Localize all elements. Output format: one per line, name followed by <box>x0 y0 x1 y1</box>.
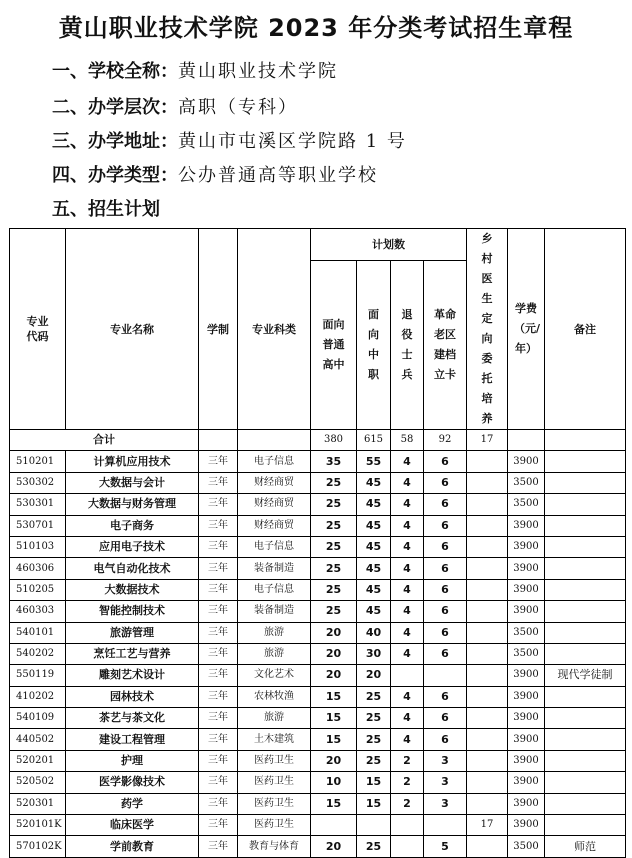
cell-name: 学前教育 <box>66 836 199 857</box>
header-plan: 计划数 <box>311 229 467 261</box>
cell-plan-rural-doctor <box>467 622 508 643</box>
cell-duration: 三年 <box>199 815 238 836</box>
header-duration: 学制 <box>199 229 238 430</box>
cell-plan-highschool: 20 <box>311 836 357 857</box>
cell-plan-highschool: 15 <box>311 686 357 707</box>
cell-code: 510201 <box>10 451 66 472</box>
cell-code: 530302 <box>10 472 66 493</box>
table-row <box>10 622 626 643</box>
cell-code: 540202 <box>10 643 66 664</box>
cell-plan-vocational: 45 <box>357 579 391 600</box>
cell-plan-revolutionary <box>424 665 467 686</box>
cell-name: 茶艺与茶文化 <box>66 708 199 729</box>
cell-name: 旅游管理 <box>66 622 199 643</box>
cell-plan-vocational: 45 <box>357 558 391 579</box>
cell-plan-vocational: 45 <box>357 601 391 622</box>
cell-note <box>545 536 626 557</box>
cell-name: 智能控制技术 <box>66 601 199 622</box>
cell-name: 园林技术 <box>66 686 199 707</box>
header-fee: 学费（元/年） <box>508 229 545 430</box>
cell-code: 460303 <box>10 601 66 622</box>
cell-plan-veteran: 4 <box>391 451 424 472</box>
cell-plan-rural-doctor <box>467 836 508 857</box>
header-veteran: 退役士兵 <box>391 260 424 429</box>
cell-fee: 3900 <box>508 729 545 750</box>
cell-fee: 3900 <box>508 558 545 579</box>
cell-duration: 三年 <box>199 686 238 707</box>
cell-plan-veteran: 2 <box>391 793 424 814</box>
cell-plan-vocational: 20 <box>357 665 391 686</box>
total-row <box>10 430 626 451</box>
cell-duration: 三年 <box>199 536 238 557</box>
cell-name: 计算机应用技术 <box>66 451 199 472</box>
cell-plan-veteran: 4 <box>391 536 424 557</box>
cell-fee: 3900 <box>508 601 545 622</box>
table-row <box>10 772 626 793</box>
cell-name: 临床医学 <box>66 815 199 836</box>
cell-plan-rural-doctor <box>467 451 508 472</box>
cell-plan-highschool: 15 <box>311 793 357 814</box>
cell-category: 医药卫生 <box>238 750 311 771</box>
cell-plan-vocational: 25 <box>357 836 391 857</box>
cell-plan-veteran: 2 <box>391 772 424 793</box>
cell-category: 农林牧渔 <box>238 686 311 707</box>
cell-duration: 三年 <box>199 494 238 515</box>
info-plan-heading <box>52 195 160 221</box>
cell-plan-revolutionary: 6 <box>424 643 467 664</box>
header-category: 专业科类 <box>238 229 311 430</box>
cell-note <box>545 451 626 472</box>
cell-plan-vocational: 25 <box>357 729 391 750</box>
cell-plan-veteran <box>391 836 424 857</box>
cell-plan-revolutionary <box>424 815 467 836</box>
cell-plan-veteran: 2 <box>391 750 424 771</box>
info-value: 黄山市屯溪区学院路 1 号 <box>178 131 407 152</box>
cell-plan-rural-doctor <box>467 515 508 536</box>
table-row <box>10 536 626 557</box>
cell-note <box>545 622 626 643</box>
cell-note <box>545 494 626 515</box>
cell-plan-vocational: 25 <box>357 708 391 729</box>
cell-plan-vocational: 55 <box>357 451 391 472</box>
cell-plan-veteran: 4 <box>391 708 424 729</box>
table-row <box>10 579 626 600</box>
info-school-name <box>52 57 338 83</box>
cell-note <box>545 558 626 579</box>
cell-plan-vocational: 45 <box>357 536 391 557</box>
cell-note <box>545 643 626 664</box>
cell-code: 530301 <box>10 494 66 515</box>
cell-plan-highschool: 15 <box>311 729 357 750</box>
cell-duration: 三年 <box>199 772 238 793</box>
cell-name: 应用电子技术 <box>66 536 199 557</box>
cell-fee: 3500 <box>508 622 545 643</box>
cell-code: 510103 <box>10 536 66 557</box>
cell-plan-rural-doctor <box>467 558 508 579</box>
header-vocational: 面向中职 <box>357 260 391 429</box>
cell-plan-veteran <box>391 815 424 836</box>
cell-plan-highschool: 20 <box>311 665 357 686</box>
cell-plan-rural-doctor <box>467 601 508 622</box>
cell-fee: 3900 <box>508 815 545 836</box>
cell-plan-revolutionary: 5 <box>424 836 467 857</box>
cell-plan-highschool: 25 <box>311 558 357 579</box>
cell-plan-rural-doctor <box>467 494 508 515</box>
cell-fee: 3900 <box>508 750 545 771</box>
cell-plan-revolutionary: 6 <box>424 515 467 536</box>
cell-plan-highschool: 35 <box>311 451 357 472</box>
table-row <box>10 643 626 664</box>
cell-plan-revolutionary: 6 <box>424 686 467 707</box>
cell-duration: 三年 <box>199 579 238 600</box>
cell-plan-revolutionary: 6 <box>424 494 467 515</box>
cell-plan-rural-doctor <box>467 729 508 750</box>
cell-name: 大数据与财务管理 <box>66 494 199 515</box>
cell-plan-veteran: 4 <box>391 472 424 493</box>
cell-plan-vocational: 25 <box>357 750 391 771</box>
cell-duration: 三年 <box>199 515 238 536</box>
table-row <box>10 451 626 472</box>
cell-note <box>545 729 626 750</box>
cell-note <box>545 815 626 836</box>
cell-note <box>545 772 626 793</box>
cell-plan-highschool: 20 <box>311 622 357 643</box>
cell-plan-rural-doctor <box>467 793 508 814</box>
header-note: 备注 <box>545 229 626 430</box>
cell-duration: 三年 <box>199 451 238 472</box>
cell-plan-rural-doctor <box>467 536 508 557</box>
cell-plan-rural-doctor: 17 <box>467 815 508 836</box>
cell-plan-rural-doctor <box>467 772 508 793</box>
cell-code: 460306 <box>10 558 66 579</box>
cell-code: 540101 <box>10 622 66 643</box>
cell-plan-rural-doctor <box>467 750 508 771</box>
header-rural-doctor: 乡村医生定向委托培养 <box>467 229 508 430</box>
total-value: 380 <box>311 430 357 451</box>
info-level <box>52 93 298 119</box>
cell-fee: 3900 <box>508 708 545 729</box>
cell-category: 电子信息 <box>238 536 311 557</box>
cell-duration: 三年 <box>199 601 238 622</box>
cell-name: 建设工程管理 <box>66 729 199 750</box>
cell-category: 文化艺术 <box>238 665 311 686</box>
info-label: 三、办学地址： <box>52 131 178 152</box>
total-value: 92 <box>424 430 467 451</box>
cell-plan-rural-doctor <box>467 643 508 664</box>
cell-plan-veteran: 4 <box>391 622 424 643</box>
cell-duration: 三年 <box>199 558 238 579</box>
cell-code: 410202 <box>10 686 66 707</box>
cell-plan-rural-doctor <box>467 579 508 600</box>
cell-category: 旅游 <box>238 643 311 664</box>
info-value: 黄山职业技术学院 <box>178 61 338 82</box>
header-revolutionary: 革命老区建档立卡 <box>424 260 467 429</box>
cell-plan-highschool: 10 <box>311 772 357 793</box>
cell-plan-highschool: 20 <box>311 750 357 771</box>
cell-fee: 3500 <box>508 643 545 664</box>
cell-fee: 3900 <box>508 451 545 472</box>
info-value: 高职（专科） <box>178 97 298 118</box>
total-value: 58 <box>391 430 424 451</box>
cell-plan-highschool: 25 <box>311 601 357 622</box>
table-row <box>10 665 626 686</box>
cell-note <box>545 579 626 600</box>
table-row <box>10 472 626 493</box>
cell-code: 520101K <box>10 815 66 836</box>
table-row <box>10 494 626 515</box>
header-highschool: 面向普通高中 <box>311 260 357 429</box>
table-row <box>10 815 626 836</box>
cell-plan-highschool <box>311 815 357 836</box>
cell-category: 医药卫生 <box>238 772 311 793</box>
header-name: 专业名称 <box>66 229 199 430</box>
table-row <box>10 793 626 814</box>
cell-plan-revolutionary: 6 <box>424 729 467 750</box>
info-label: 四、办学类型： <box>52 165 178 186</box>
info-label: 一、学校全称： <box>52 61 178 82</box>
cell-fee: 3900 <box>508 665 545 686</box>
cell-note <box>545 708 626 729</box>
table-row <box>10 708 626 729</box>
cell-plan-revolutionary: 6 <box>424 558 467 579</box>
cell-category: 电子信息 <box>238 451 311 472</box>
cell-note <box>545 472 626 493</box>
cell-duration: 三年 <box>199 793 238 814</box>
cell-duration: 三年 <box>199 665 238 686</box>
cell-plan-revolutionary: 6 <box>424 536 467 557</box>
cell-note <box>545 601 626 622</box>
cell-plan-highschool: 25 <box>311 579 357 600</box>
cell-name: 护理 <box>66 750 199 771</box>
cell-plan-highschool: 25 <box>311 536 357 557</box>
cell-plan-highschool: 25 <box>311 515 357 536</box>
cell-fee: 3500 <box>508 836 545 857</box>
table-row <box>10 515 626 536</box>
cell-category: 财经商贸 <box>238 494 311 515</box>
table-row <box>10 729 626 750</box>
info-label: 五、招生计划 <box>52 199 160 220</box>
cell-category: 旅游 <box>238 622 311 643</box>
cell-plan-highschool: 25 <box>311 472 357 493</box>
cell-plan-highschool: 20 <box>311 643 357 664</box>
cell-duration: 三年 <box>199 472 238 493</box>
cell-code: 570102K <box>10 836 66 857</box>
cell-category: 旅游 <box>238 708 311 729</box>
cell-duration: 三年 <box>199 622 238 643</box>
cell-plan-vocational: 45 <box>357 515 391 536</box>
table-row <box>10 686 626 707</box>
cell-fee: 3900 <box>508 793 545 814</box>
table-row <box>10 558 626 579</box>
cell-plan-vocational: 15 <box>357 772 391 793</box>
cell-code: 520301 <box>10 793 66 814</box>
cell-plan-revolutionary: 6 <box>424 472 467 493</box>
cell-plan-veteran: 4 <box>391 686 424 707</box>
cell-category: 财经商贸 <box>238 515 311 536</box>
table-row <box>10 836 626 857</box>
cell-duration: 三年 <box>199 643 238 664</box>
cell-code: 520502 <box>10 772 66 793</box>
cell-name: 电气自动化技术 <box>66 558 199 579</box>
cell-code: 540109 <box>10 708 66 729</box>
cell-plan-veteran: 4 <box>391 515 424 536</box>
info-address <box>52 127 407 153</box>
cell-duration: 三年 <box>199 708 238 729</box>
info-type <box>52 161 378 187</box>
cell-plan-revolutionary: 6 <box>424 622 467 643</box>
cell-category: 财经商贸 <box>238 472 311 493</box>
cell-plan-veteran: 4 <box>391 558 424 579</box>
cell-plan-vocational: 45 <box>357 472 391 493</box>
cell-name: 医学影像技术 <box>66 772 199 793</box>
table-row <box>10 750 626 771</box>
total-label: 合计 <box>10 430 199 451</box>
cell-plan-vocational: 25 <box>357 686 391 707</box>
cell-plan-veteran: 4 <box>391 729 424 750</box>
cell-plan-veteran: 4 <box>391 601 424 622</box>
cell-plan-revolutionary: 6 <box>424 708 467 729</box>
cell-plan-revolutionary: 6 <box>424 601 467 622</box>
enrollment-plan-table <box>9 228 626 858</box>
cell-category: 医药卫生 <box>238 815 311 836</box>
cell-plan-vocational: 45 <box>357 494 391 515</box>
cell-plan-rural-doctor <box>467 708 508 729</box>
cell-note: 现代学徒制 <box>545 665 626 686</box>
cell-duration: 三年 <box>199 750 238 771</box>
cell-plan-revolutionary: 3 <box>424 772 467 793</box>
cell-name: 大数据与会计 <box>66 472 199 493</box>
cell-name: 烹饪工艺与营养 <box>66 643 199 664</box>
cell-plan-revolutionary: 6 <box>424 451 467 472</box>
cell-fee: 3500 <box>508 494 545 515</box>
header-code: 专业代码 <box>10 229 66 430</box>
total-value: 615 <box>357 430 391 451</box>
cell-plan-revolutionary: 3 <box>424 793 467 814</box>
cell-note: 师范 <box>545 836 626 857</box>
cell-plan-revolutionary: 6 <box>424 579 467 600</box>
cell-duration: 三年 <box>199 836 238 857</box>
cell-name: 药学 <box>66 793 199 814</box>
cell-code: 530701 <box>10 515 66 536</box>
cell-plan-revolutionary: 3 <box>424 750 467 771</box>
cell-category: 土木建筑 <box>238 729 311 750</box>
cell-plan-highschool: 25 <box>311 494 357 515</box>
cell-plan-vocational: 30 <box>357 643 391 664</box>
cell-plan-veteran <box>391 665 424 686</box>
cell-fee: 3500 <box>508 472 545 493</box>
cell-plan-veteran: 4 <box>391 494 424 515</box>
info-value: 公办普通高等职业学校 <box>178 165 378 186</box>
cell-category: 装备制造 <box>238 558 311 579</box>
cell-note <box>545 686 626 707</box>
total-value: 17 <box>467 430 508 451</box>
cell-duration: 三年 <box>199 729 238 750</box>
cell-code: 440502 <box>10 729 66 750</box>
cell-category: 装备制造 <box>238 601 311 622</box>
cell-name: 大数据技术 <box>66 579 199 600</box>
cell-plan-vocational: 15 <box>357 793 391 814</box>
cell-code: 520201 <box>10 750 66 771</box>
cell-plan-vocational: 40 <box>357 622 391 643</box>
page-title: 黄山职业技术学院 2023 年分类考试招生章程 <box>58 14 574 42</box>
cell-plan-highschool: 15 <box>311 708 357 729</box>
cell-plan-rural-doctor <box>467 665 508 686</box>
cell-plan-vocational <box>357 815 391 836</box>
cell-fee: 3900 <box>508 579 545 600</box>
cell-note <box>545 750 626 771</box>
table-row <box>10 601 626 622</box>
cell-note <box>545 793 626 814</box>
cell-category: 医药卫生 <box>238 793 311 814</box>
cell-note <box>545 515 626 536</box>
cell-code: 550119 <box>10 665 66 686</box>
cell-fee: 3900 <box>508 536 545 557</box>
cell-fee: 3900 <box>508 686 545 707</box>
cell-category: 电子信息 <box>238 579 311 600</box>
info-label: 二、办学层次： <box>52 97 178 118</box>
cell-plan-rural-doctor <box>467 472 508 493</box>
cell-fee: 3900 <box>508 515 545 536</box>
cell-name: 雕刻艺术设计 <box>66 665 199 686</box>
cell-plan-veteran: 4 <box>391 579 424 600</box>
cell-category: 教育与体育 <box>238 836 311 857</box>
cell-plan-rural-doctor <box>467 686 508 707</box>
cell-fee: 3900 <box>508 772 545 793</box>
cell-name: 电子商务 <box>66 515 199 536</box>
cell-code: 510205 <box>10 579 66 600</box>
cell-plan-veteran: 4 <box>391 643 424 664</box>
